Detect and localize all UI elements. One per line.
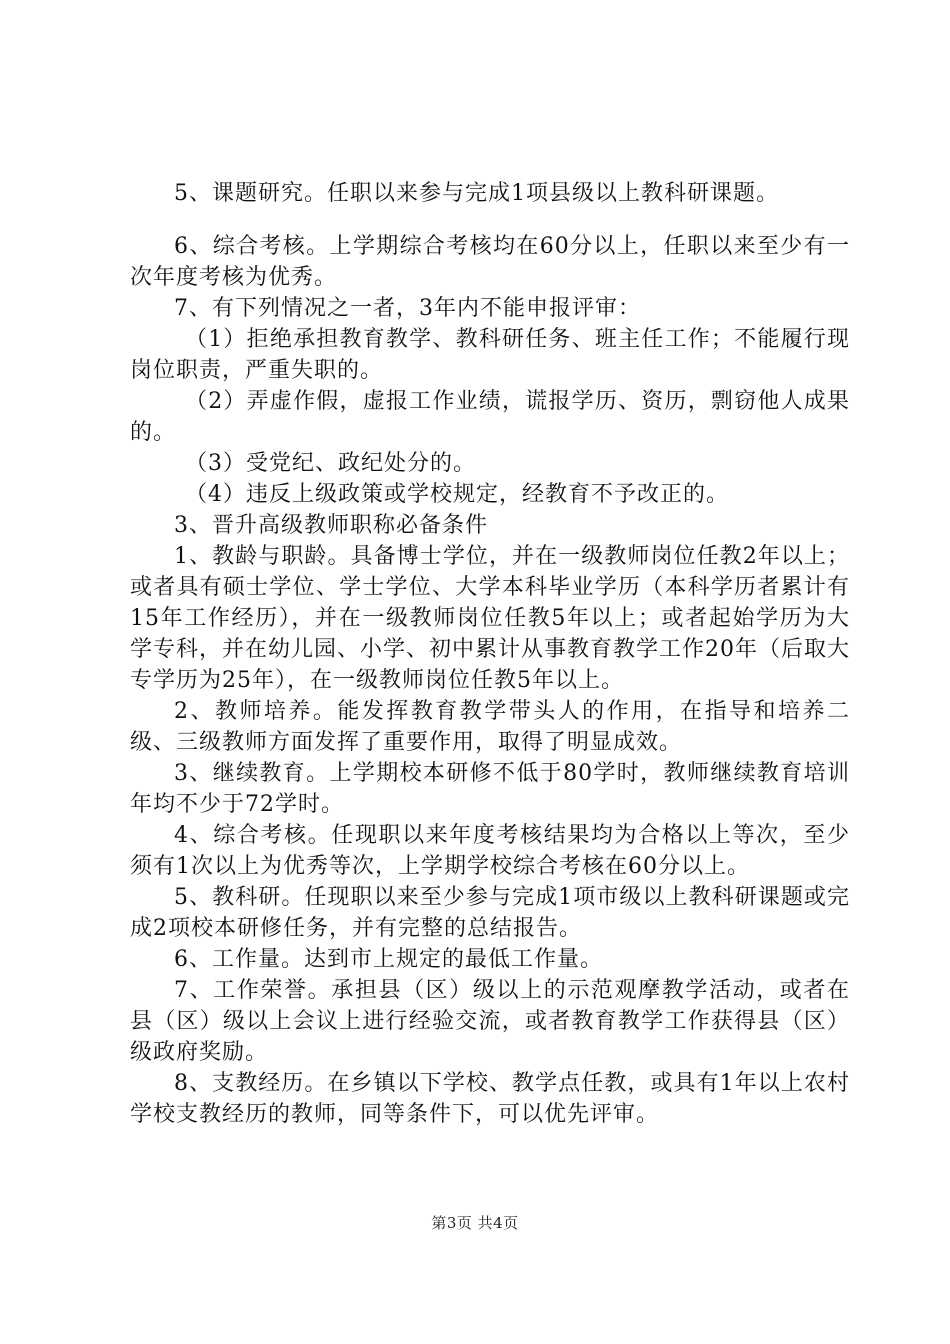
paragraph-work-honors: 7、工作荣誉。承担县（区）级以上的示范观摩教学活动，或者在县（区）级以上会议上进行经验交流，或者教育教学工作获得县（区）级政府奖励。 — [130, 978, 850, 1065]
paragraph-workload: 6、工作量。达到市上规定的最低工作量。 — [174, 947, 603, 972]
paragraph-overall-assessment-senior: 4、综合考核。任现职以来年度考核结果均为合格以上等次，至少须有1次以上为优秀等次，上学期学校综合考核在60分以上。 — [130, 823, 850, 879]
paragraph-disqualification-1: （1）拒绝承担教育教学、教科研任务、班主任工作；不能履行现岗位职责，严重失职的。 — [130, 327, 850, 383]
document-body — [130, 178, 850, 1130]
paragraph-overall-assessment: 6、综合考核。上学期综合考核均在60分以上，任职以来至少有一次年度考核为优秀。 — [130, 234, 850, 290]
paragraph-disqualification-2: （2）弄虚作假，虚报工作业绩，谎报学历、资历，剽窃他人成果的。 — [130, 389, 850, 445]
paragraph-disqualification-4: （4）违反上级政策或学校规定，经教育不予改正的。 — [185, 482, 729, 507]
paragraph-disqualifications: 7、有下列情况之一者，3年内不能申报评审： — [174, 296, 641, 321]
paragraph-teacher-training: 2、教师培养。能发挥教育教学带头人的作用，在指导和培养二级、三级教师方面发挥了重要作用，取得了明显成效。 — [130, 699, 850, 755]
paragraph-research-senior: 5、教科研。任现职以来至少参与完成1项市级以上教科研课题或完成2项校本研修任务，并有完整的总结报告。 — [130, 885, 850, 941]
paragraph-disqualification-3: （3）受党纪、政纪处分的。 — [185, 451, 476, 476]
section-heading-senior-teacher: 3、晋升高级教师职称必备条件 — [174, 513, 488, 538]
paragraph-research-project: 5、课题研究。任职以来参与完成1项县级以上教科研课题。 — [174, 181, 779, 206]
paragraph-continuing-education: 3、继续教育。上学期校本研修不低于80学时，教师继续教育培训年均不少于72学时。 — [130, 761, 850, 817]
paragraph-teaching-years: 1、教龄与职龄。具备博士学位，并在一级教师岗位任教2年以上；或者具有硕士学位、学士学位、大学本科毕业学历（本科学历者累计有15年工作经历），并在一级教师岗位任教5年以上；或者起始学历为大学专科，并在幼儿园、小学、初中累计从事教育教学工作20年（后取大专学历为25年），在一级教师岗位任教5年以上。 — [130, 544, 850, 693]
page-footer: 第3页 共4页 — [431, 1214, 519, 1232]
paragraph-rural-teaching: 8、支教经历。在乡镇以下学校、教学点任教，或具有1年以上农村学校支教经历的教师，同等条件下，可以优先评审。 — [130, 1071, 850, 1127]
